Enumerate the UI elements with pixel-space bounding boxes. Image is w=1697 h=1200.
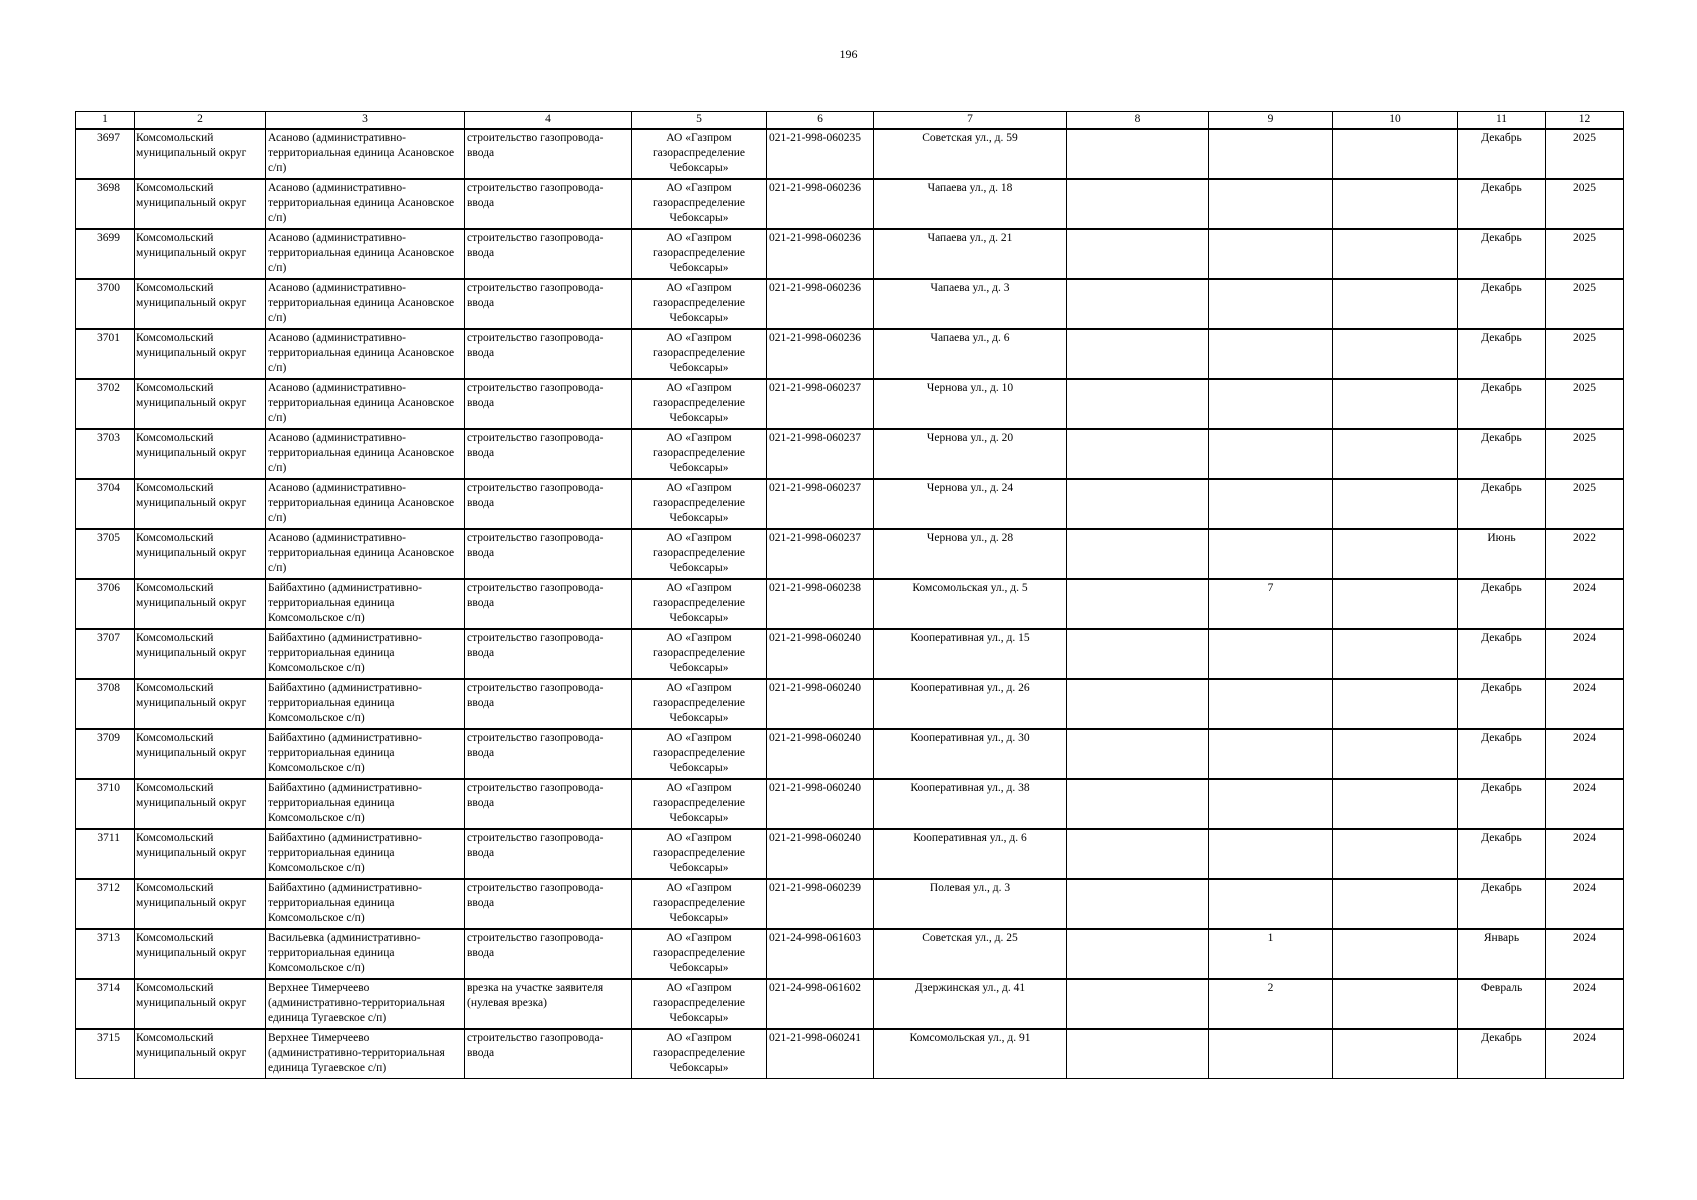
organization-cell: АО «Газпром газораспределение Чебоксары» (632, 779, 767, 829)
work-type-cell: строительство газопровода-ввода (465, 829, 632, 879)
address-cell: Чапаева ул., д. 18 (874, 179, 1067, 229)
district-cell: Комсомольский муниципальный округ (135, 729, 266, 779)
row-number: 3708 (76, 679, 135, 729)
address-cell: Кооперативная ул., д. 6 (874, 829, 1067, 879)
work-type-cell: строительство газопровода-ввода (465, 1029, 632, 1079)
row-number: 3713 (76, 929, 135, 979)
settlement-cell: Байбахтино (административно-территориальная единица Комсомольское с/п) (266, 629, 465, 679)
object-code-cell: 021-21-998-060236 (767, 329, 874, 379)
column-9-cell (1209, 1029, 1333, 1079)
settlement-cell: Асаново (административно-территориальная единица Асановское с/п) (266, 429, 465, 479)
address-cell: Кооперативная ул., д. 15 (874, 629, 1067, 679)
row-number: 3709 (76, 729, 135, 779)
organization-cell: АО «Газпром газораспределение Чебоксары» (632, 679, 767, 729)
column-8-cell (1067, 679, 1209, 729)
year-cell: 2024 (1546, 729, 1624, 779)
address-cell: Кооперативная ул., д. 30 (874, 729, 1067, 779)
column-header-2: 2 (135, 112, 266, 130)
object-code-cell: 021-21-998-060235 (767, 129, 874, 179)
district-cell: Комсомольский муниципальный округ (135, 429, 266, 479)
settlement-cell: Байбахтино (административно-территориальная единица Комсомольское с/п) (266, 879, 465, 929)
column-9-cell (1209, 479, 1333, 529)
column-9-cell: 7 (1209, 579, 1333, 629)
work-type-cell: строительство газопровода-ввода (465, 229, 632, 279)
column-9-cell (1209, 279, 1333, 329)
table-row (76, 479, 1624, 529)
district-cell: Комсомольский муниципальный округ (135, 329, 266, 379)
column-9-cell (1209, 879, 1333, 929)
column-10-cell (1333, 1029, 1458, 1079)
address-cell: Чернова ул., д. 10 (874, 379, 1067, 429)
month-cell: Январь (1458, 929, 1546, 979)
address-cell: Чернова ул., д. 28 (874, 529, 1067, 579)
row-number: 3697 (76, 129, 135, 179)
month-cell: Декабрь (1458, 179, 1546, 229)
month-cell: Декабрь (1458, 1029, 1546, 1079)
column-10-cell (1333, 529, 1458, 579)
column-number-row (76, 112, 1624, 130)
work-type-cell: строительство газопровода-ввода (465, 379, 632, 429)
organization-cell: АО «Газпром газораспределение Чебоксары» (632, 579, 767, 629)
month-cell: Декабрь (1458, 829, 1546, 879)
month-cell: Декабрь (1458, 479, 1546, 529)
year-cell: 2025 (1546, 379, 1624, 429)
column-8-cell (1067, 829, 1209, 879)
table-row (76, 879, 1624, 929)
column-header-11: 11 (1458, 112, 1546, 130)
column-8-cell (1067, 329, 1209, 379)
work-type-cell: строительство газопровода-ввода (465, 729, 632, 779)
work-type-cell: строительство газопровода-ввода (465, 179, 632, 229)
organization-cell: АО «Газпром газораспределение Чебоксары» (632, 229, 767, 279)
column-10-cell (1333, 579, 1458, 629)
object-code-cell: 021-21-998-060240 (767, 729, 874, 779)
address-cell: Кооперативная ул., д. 38 (874, 779, 1067, 829)
work-type-cell: строительство газопровода-ввода (465, 879, 632, 929)
district-cell: Комсомольский муниципальный округ (135, 229, 266, 279)
column-header-4: 4 (465, 112, 632, 130)
column-10-cell (1333, 829, 1458, 879)
object-code-cell: 021-21-998-060239 (767, 879, 874, 929)
organization-cell: АО «Газпром газораспределение Чебоксары» (632, 529, 767, 579)
work-type-cell: строительство газопровода-ввода (465, 479, 632, 529)
column-10-cell (1333, 879, 1458, 929)
district-cell: Комсомольский муниципальный округ (135, 179, 266, 229)
work-type-cell: строительство газопровода-ввода (465, 329, 632, 379)
column-9-cell (1209, 329, 1333, 379)
column-10-cell (1333, 179, 1458, 229)
column-8-cell (1067, 629, 1209, 679)
table-row (76, 579, 1624, 629)
column-header-5: 5 (632, 112, 767, 130)
settlement-cell: Асаново (административно-территориальная единица Асановское с/п) (266, 529, 465, 579)
column-header-1: 1 (76, 112, 135, 130)
work-type-cell: строительство газопровода-ввода (465, 579, 632, 629)
table-row (76, 329, 1624, 379)
column-header-12: 12 (1546, 112, 1624, 130)
column-header-7: 7 (874, 112, 1067, 130)
month-cell: Декабрь (1458, 379, 1546, 429)
organization-cell: АО «Газпром газораспределение Чебоксары» (632, 129, 767, 179)
address-cell: Чернова ул., д. 20 (874, 429, 1067, 479)
month-cell: Декабрь (1458, 129, 1546, 179)
organization-cell: АО «Газпром газораспределение Чебоксары» (632, 1029, 767, 1079)
column-10-cell (1333, 679, 1458, 729)
column-10-cell (1333, 279, 1458, 329)
column-8-cell (1067, 779, 1209, 829)
settlement-cell: Асаново (административно-территориальная единица Асановское с/п) (266, 129, 465, 179)
column-9-cell (1209, 679, 1333, 729)
row-number: 3714 (76, 979, 135, 1029)
settlement-cell: Байбахтино (административно-территориальная единица Комсомольское с/п) (266, 829, 465, 879)
column-8-cell (1067, 129, 1209, 179)
object-code-cell: 021-21-998-060237 (767, 479, 874, 529)
column-header-6: 6 (767, 112, 874, 130)
column-10-cell (1333, 129, 1458, 179)
year-cell: 2025 (1546, 129, 1624, 179)
settlement-cell: Байбахтино (административно-территориальная единица Комсомольское с/п) (266, 579, 465, 629)
settlement-cell: Асаново (административно-территориальная единица Асановское с/п) (266, 329, 465, 379)
column-8-cell (1067, 179, 1209, 229)
column-9-cell (1209, 729, 1333, 779)
table-row (76, 529, 1624, 579)
district-cell: Комсомольский муниципальный округ (135, 979, 266, 1029)
organization-cell: АО «Газпром газораспределение Чебоксары» (632, 929, 767, 979)
table-row (76, 1029, 1624, 1079)
row-number: 3715 (76, 1029, 135, 1079)
settlement-cell: Асаново (административно-территориальная единица Асановское с/п) (266, 379, 465, 429)
year-cell: 2025 (1546, 179, 1624, 229)
table-row (76, 979, 1624, 1029)
address-cell: Комсомольская ул., д. 5 (874, 579, 1067, 629)
month-cell: Декабрь (1458, 779, 1546, 829)
column-10-cell (1333, 629, 1458, 679)
address-cell: Советская ул., д. 25 (874, 929, 1067, 979)
column-8-cell (1067, 379, 1209, 429)
year-cell: 2025 (1546, 279, 1624, 329)
district-cell: Комсомольский муниципальный округ (135, 679, 266, 729)
address-cell: Чапаева ул., д. 6 (874, 329, 1067, 379)
address-cell: Кооперативная ул., д. 26 (874, 679, 1067, 729)
settlement-cell: Асаново (административно-территориальная единица Асановское с/п) (266, 229, 465, 279)
district-cell: Комсомольский муниципальный округ (135, 879, 266, 929)
settlement-cell: Байбахтино (административно-территориальная единица Комсомольское с/п) (266, 729, 465, 779)
district-cell: Комсомольский муниципальный округ (135, 629, 266, 679)
organization-cell: АО «Газпром газораспределение Чебоксары» (632, 479, 767, 529)
column-9-cell (1209, 129, 1333, 179)
organization-cell: АО «Газпром газораспределение Чебоксары» (632, 879, 767, 929)
object-code-cell: 021-21-998-060240 (767, 629, 874, 679)
month-cell: Декабрь (1458, 229, 1546, 279)
column-9-cell (1209, 629, 1333, 679)
column-8-cell (1067, 929, 1209, 979)
district-cell: Комсомольский муниципальный округ (135, 379, 266, 429)
column-8-cell (1067, 979, 1209, 1029)
district-cell: Комсомольский муниципальный округ (135, 129, 266, 179)
row-number: 3700 (76, 279, 135, 329)
year-cell: 2024 (1546, 629, 1624, 679)
table-row (76, 929, 1624, 979)
object-code-cell: 021-21-998-060240 (767, 779, 874, 829)
table-row (76, 429, 1624, 479)
row-number: 3712 (76, 879, 135, 929)
column-9-cell (1209, 229, 1333, 279)
row-number: 3702 (76, 379, 135, 429)
column-header-9: 9 (1209, 112, 1333, 130)
address-cell: Дзержинская ул., д. 41 (874, 979, 1067, 1029)
work-type-cell: строительство газопровода-ввода (465, 129, 632, 179)
district-cell: Комсомольский муниципальный округ (135, 1029, 266, 1079)
settlement-cell: Байбахтино (административно-территориальная единица Комсомольское с/п) (266, 679, 465, 729)
address-cell: Советская ул., д. 59 (874, 129, 1067, 179)
district-cell: Комсомольский муниципальный округ (135, 779, 266, 829)
organization-cell: АО «Газпром газораспределение Чебоксары» (632, 729, 767, 779)
district-cell: Комсомольский муниципальный округ (135, 279, 266, 329)
column-10-cell (1333, 329, 1458, 379)
work-type-cell: строительство газопровода-ввода (465, 279, 632, 329)
month-cell: Декабрь (1458, 629, 1546, 679)
address-cell: Комсомольская ул., д. 91 (874, 1029, 1067, 1079)
settlement-cell: Асаново (административно-территориальная единица Асановское с/п) (266, 479, 465, 529)
row-number: 3705 (76, 529, 135, 579)
settlement-cell: Васильевка (административно-территориальная единица Комсомольское с/п) (266, 929, 465, 979)
table-row (76, 779, 1624, 829)
column-8-cell (1067, 279, 1209, 329)
organization-cell: АО «Газпром газораспределение Чебоксары» (632, 979, 767, 1029)
work-type-cell: строительство газопровода-ввода (465, 679, 632, 729)
work-type-cell: врезка на участке заявителя (нулевая врезка) (465, 979, 632, 1029)
district-cell: Комсомольский муниципальный округ (135, 529, 266, 579)
settlement-cell: Байбахтино (административно-территориальная единица Комсомольское с/п) (266, 779, 465, 829)
object-code-cell: 021-24-998-061602 (767, 979, 874, 1029)
year-cell: 2025 (1546, 479, 1624, 529)
table-row (76, 629, 1624, 679)
table-row (76, 179, 1624, 229)
column-10-cell (1333, 979, 1458, 1029)
object-code-cell: 021-21-998-060237 (767, 429, 874, 479)
address-cell: Полевая ул., д. 3 (874, 879, 1067, 929)
row-number: 3699 (76, 229, 135, 279)
settlement-cell: Верхнее Тимерчеево (административно-территориальная единица Тугаевское с/п) (266, 979, 465, 1029)
organization-cell: АО «Газпром газораспределение Чебоксары» (632, 829, 767, 879)
row-number: 3707 (76, 629, 135, 679)
page-number: 196 (839, 47, 858, 61)
month-cell: Декабрь (1458, 279, 1546, 329)
organization-cell: АО «Газпром газораспределение Чебоксары» (632, 629, 767, 679)
work-type-cell: строительство газопровода-ввода (465, 779, 632, 829)
year-cell: 2025 (1546, 329, 1624, 379)
row-number: 3703 (76, 429, 135, 479)
district-cell: Комсомольский муниципальный округ (135, 829, 266, 879)
year-cell: 2024 (1546, 979, 1624, 1029)
column-10-cell (1333, 779, 1458, 829)
work-type-cell: строительство газопровода-ввода (465, 929, 632, 979)
organization-cell: АО «Газпром газораспределение Чебоксары» (632, 329, 767, 379)
column-10-cell (1333, 379, 1458, 429)
organization-cell: АО «Газпром газораспределение Чебоксары» (632, 379, 767, 429)
address-cell: Чапаева ул., д. 3 (874, 279, 1067, 329)
gasification-registry-table (75, 111, 1624, 1079)
year-cell: 2024 (1546, 929, 1624, 979)
object-code-cell: 021-21-998-060236 (767, 229, 874, 279)
row-number: 3701 (76, 329, 135, 379)
column-8-cell (1067, 579, 1209, 629)
row-number: 3706 (76, 579, 135, 629)
table-row (76, 129, 1624, 179)
organization-cell: АО «Газпром газораспределение Чебоксары» (632, 429, 767, 479)
object-code-cell: 021-21-998-060236 (767, 179, 874, 229)
year-cell: 2024 (1546, 829, 1624, 879)
month-cell: Июнь (1458, 529, 1546, 579)
column-8-cell (1067, 229, 1209, 279)
district-cell: Комсомольский муниципальный округ (135, 929, 266, 979)
work-type-cell: строительство газопровода-ввода (465, 429, 632, 479)
settlement-cell: Асаново (административно-территориальная единица Асановское с/п) (266, 179, 465, 229)
table-row (76, 279, 1624, 329)
column-8-cell (1067, 479, 1209, 529)
work-type-cell: строительство газопровода-ввода (465, 629, 632, 679)
object-code-cell: 021-21-998-060238 (767, 579, 874, 629)
row-number: 3704 (76, 479, 135, 529)
object-code-cell: 021-21-998-060236 (767, 279, 874, 329)
settlement-cell: Верхнее Тимерчеево (административно-территориальная единица Тугаевское с/п) (266, 1029, 465, 1079)
table-row (76, 229, 1624, 279)
row-number: 3711 (76, 829, 135, 879)
object-code-cell: 021-21-998-060241 (767, 1029, 874, 1079)
column-8-cell (1067, 529, 1209, 579)
month-cell: Декабрь (1458, 429, 1546, 479)
column-9-cell: 2 (1209, 979, 1333, 1029)
year-cell: 2024 (1546, 679, 1624, 729)
column-9-cell (1209, 429, 1333, 479)
column-8-cell (1067, 1029, 1209, 1079)
column-header-3: 3 (266, 112, 465, 130)
column-header-8: 8 (1067, 112, 1209, 130)
row-number: 3698 (76, 179, 135, 229)
year-cell: 2024 (1546, 1029, 1624, 1079)
table-row (76, 679, 1624, 729)
month-cell: Декабрь (1458, 329, 1546, 379)
object-code-cell: 021-21-998-060240 (767, 829, 874, 879)
column-header-10: 10 (1333, 112, 1458, 130)
column-9-cell (1209, 829, 1333, 879)
column-9-cell: 1 (1209, 929, 1333, 979)
month-cell: Декабрь (1458, 679, 1546, 729)
table-row (76, 829, 1624, 879)
month-cell: Декабрь (1458, 579, 1546, 629)
object-code-cell: 021-24-998-061603 (767, 929, 874, 979)
district-cell: Комсомольский муниципальный округ (135, 579, 266, 629)
object-code-cell: 021-21-998-060237 (767, 529, 874, 579)
address-cell: Чапаева ул., д. 21 (874, 229, 1067, 279)
column-8-cell (1067, 729, 1209, 779)
year-cell: 2024 (1546, 879, 1624, 929)
year-cell: 2022 (1546, 529, 1624, 579)
year-cell: 2025 (1546, 429, 1624, 479)
organization-cell: АО «Газпром газораспределение Чебоксары» (632, 179, 767, 229)
month-cell: Декабрь (1458, 879, 1546, 929)
organization-cell: АО «Газпром газораспределение Чебоксары» (632, 279, 767, 329)
column-8-cell (1067, 429, 1209, 479)
column-10-cell (1333, 929, 1458, 979)
table-row (76, 729, 1624, 779)
column-10-cell (1333, 729, 1458, 779)
table-body (76, 129, 1624, 1079)
column-8-cell (1067, 879, 1209, 929)
year-cell: 2025 (1546, 229, 1624, 279)
work-type-cell: строительство газопровода-ввода (465, 529, 632, 579)
column-9-cell (1209, 379, 1333, 429)
year-cell: 2024 (1546, 779, 1624, 829)
month-cell: Февраль (1458, 979, 1546, 1029)
column-10-cell (1333, 429, 1458, 479)
object-code-cell: 021-21-998-060237 (767, 379, 874, 429)
table-row (76, 379, 1624, 429)
object-code-cell: 021-21-998-060240 (767, 679, 874, 729)
year-cell: 2024 (1546, 579, 1624, 629)
column-10-cell (1333, 479, 1458, 529)
column-9-cell (1209, 179, 1333, 229)
column-9-cell (1209, 529, 1333, 579)
row-number: 3710 (76, 779, 135, 829)
column-10-cell (1333, 229, 1458, 279)
settlement-cell: Асаново (административно-территориальная единица Асановское с/п) (266, 279, 465, 329)
month-cell: Декабрь (1458, 729, 1546, 779)
address-cell: Чернова ул., д. 24 (874, 479, 1067, 529)
district-cell: Комсомольский муниципальный округ (135, 479, 266, 529)
column-9-cell (1209, 779, 1333, 829)
